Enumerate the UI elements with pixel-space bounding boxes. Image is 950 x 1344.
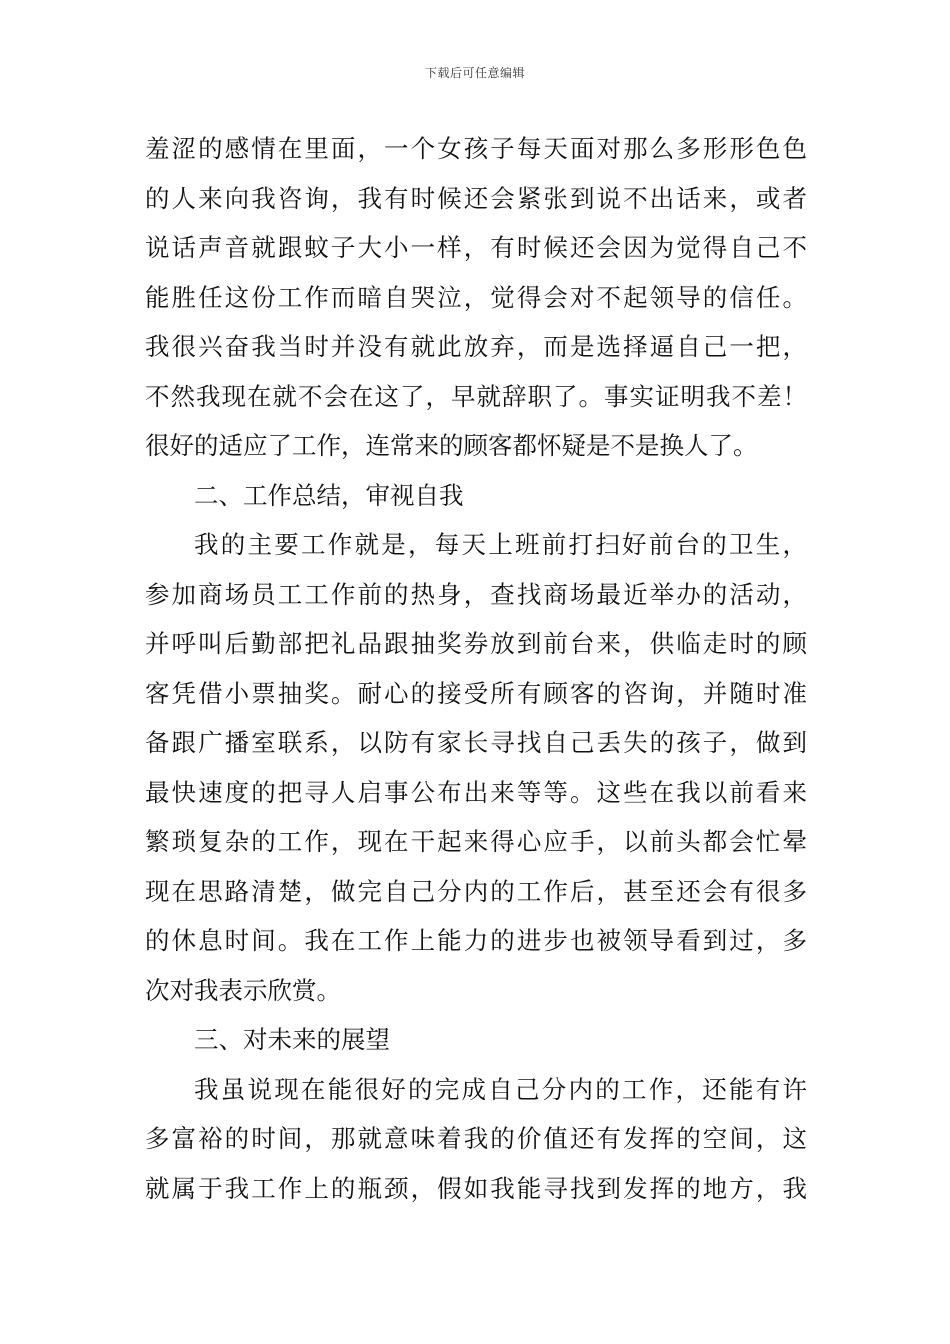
text-line: 我很兴奋我当时并没有就此放弃，而是选择逼自己一把， <box>145 332 807 361</box>
text-line: 很好的适应了工作，连常来的顾客都怀疑是不是换人了。 <box>145 431 758 460</box>
section-heading: 三、对未来的展望 <box>194 1025 390 1054</box>
text-line: 并呼叫后勤部把礼品跟抽奖券放到前台来，供临走时的顾 <box>145 629 807 658</box>
text-line: 现在思路清楚，做完自己分内的工作后，甚至还会有很多 <box>145 876 807 906</box>
page-header: 下载后可任意编辑 <box>424 66 525 80</box>
text-line: 的人来向我咨询，我有时候还会紧张到说不出话来，或者 <box>145 183 807 213</box>
text-line: 我的主要工作就是，每天上班前打扫好前台的卫生， <box>194 530 807 559</box>
section-heading: 二、工作总结，审视自我 <box>194 480 464 510</box>
text-line: 参加商场员工工作前的热身，查找商场最近举办的活动， <box>145 579 807 609</box>
document-body <box>145 124 807 1213</box>
text-line: 说话声音就跟蚊子大小一样，有时候还会因为觉得自己不 <box>145 233 807 262</box>
text-line: 客凭借小票抽奖。耐心的接受所有顾客的咨询，并随时准 <box>145 678 807 708</box>
text-line: 繁琐复杂的工作，现在干起来得心应手，以前头都会忙晕 <box>145 827 807 856</box>
text-line: 能胜任这份工作而暗自哭泣，觉得会对不起领导的信任。 <box>145 282 807 312</box>
text-line: 的休息时间。我在工作上能力的进步也被领导看到过，多 <box>145 926 807 955</box>
text-line: 备跟广播室联系，以防有家长寻找自己丢失的孩子，做到 <box>145 728 807 757</box>
text-line: 就属于我工作上的瓶颈，假如我能寻找到发挥的地方，我 <box>145 1173 807 1203</box>
text-line: 不然我现在就不会在这了，早就辞职了。事实证明我不差！ <box>145 381 807 411</box>
text-line: 羞涩的感情在里面，一个女孩子每天面对那么多形形色色 <box>145 134 807 163</box>
text-line: 次对我表示欣赏。 <box>145 975 341 1005</box>
text-line: 我虽说现在能很好的完成自己分内的工作，还能有许 <box>194 1074 807 1104</box>
text-line: 最快速度的把寻人启事公布出来等等。这些在我以前看来 <box>145 777 807 807</box>
text-line: 多富裕的时间，那就意味着我的价值还有发挥的空间，这 <box>145 1124 807 1153</box>
